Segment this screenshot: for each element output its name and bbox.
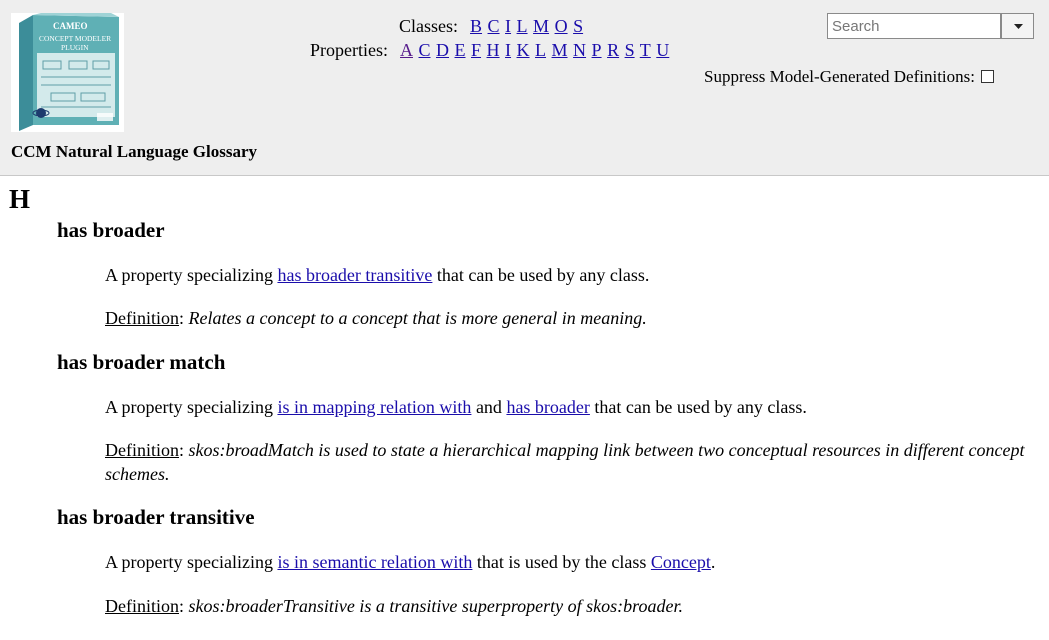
property-letter-d-link[interactable]: D bbox=[436, 40, 450, 60]
property-letter-t-link[interactable]: T bbox=[639, 40, 651, 60]
description-text: that can be used by any class. bbox=[432, 265, 650, 285]
link-concept[interactable]: Concept bbox=[650, 552, 711, 572]
definition-label: Definition bbox=[105, 596, 179, 616]
class-letter-s-link[interactable]: S bbox=[573, 16, 584, 36]
search-input[interactable] bbox=[827, 13, 1001, 39]
suppress-label: Suppress Model-Generated Definitions: bbox=[704, 67, 975, 86]
property-letter-u-link[interactable]: U bbox=[656, 40, 670, 60]
term-description bbox=[105, 263, 1030, 287]
term-definition: Definition: skos:broaderTransitive is a transitive superproperty of skos:broader. bbox=[105, 596, 683, 616]
section-heading: H bbox=[9, 184, 31, 214]
class-letter-c-link[interactable]: C bbox=[487, 16, 500, 36]
property-letter-k-link[interactable]: K bbox=[516, 40, 530, 60]
property-letter-a-link[interactable]: A bbox=[400, 40, 413, 60]
property-letter-p-link[interactable]: P bbox=[591, 40, 602, 60]
svg-text:CONCEPT MODELER: CONCEPT MODELER bbox=[39, 34, 112, 43]
glossary-content bbox=[0, 176, 1049, 640]
properties-label: Properties: bbox=[310, 40, 388, 60]
term-description bbox=[105, 395, 1030, 419]
description-text: and bbox=[471, 397, 507, 417]
property-letter-n-link[interactable]: N bbox=[573, 40, 587, 60]
term-heading: has broader match bbox=[57, 350, 226, 374]
term-definition: Definition: skos:broadMatch is used to state a hierarchical mapping link between two conceptual resources in different concept schemes. bbox=[105, 440, 1025, 484]
property-letter-r-link[interactable]: R bbox=[607, 40, 620, 60]
header bbox=[0, 0, 1049, 176]
link-is-in-semantic-relation-with[interactable]: is in semantic relation with bbox=[277, 552, 473, 572]
definition-text: skos:broaderTransitive is a transitive superproperty of skos:broader. bbox=[188, 596, 683, 616]
property-letter-c-link[interactable]: C bbox=[418, 40, 431, 60]
property-letter-l-link[interactable]: L bbox=[535, 40, 547, 60]
term-definition: Definition: Relates a concept to a concept that is more general in meaning. bbox=[105, 308, 647, 328]
property-letter-h-link[interactable]: H bbox=[486, 40, 500, 60]
term-heading: has broader transitive bbox=[57, 505, 255, 529]
svg-text:PLUGIN: PLUGIN bbox=[61, 43, 89, 52]
description-text: . bbox=[710, 552, 716, 572]
classes-nav bbox=[399, 16, 584, 37]
definition-text: skos:broadMatch is used to state a hierarchical mapping link between two conceptual resources in different concept schemes. bbox=[105, 440, 1025, 484]
suppress-definitions bbox=[704, 67, 994, 87]
class-letter-i-link[interactable]: I bbox=[505, 16, 512, 36]
description-text: that is used by the class bbox=[472, 552, 651, 572]
definition-label: Definition bbox=[105, 440, 179, 460]
suppress-checkbox[interactable] bbox=[981, 70, 994, 83]
term-description bbox=[105, 550, 1030, 574]
svg-text:CAMEO: CAMEO bbox=[53, 21, 88, 31]
definition-text: Relates a concept to a concept that is more general in meaning. bbox=[188, 308, 647, 328]
property-letter-i-link[interactable]: I bbox=[505, 40, 512, 60]
link-has-broader-transitive[interactable]: has broader transitive bbox=[277, 265, 433, 285]
property-letter-m-link[interactable]: M bbox=[551, 40, 568, 60]
class-letter-b-link[interactable]: B bbox=[470, 16, 483, 36]
property-letter-s-link[interactable]: S bbox=[624, 40, 635, 60]
chevron-down-icon bbox=[1014, 24, 1023, 29]
link-is-in-mapping-relation-with[interactable]: is in mapping relation with bbox=[277, 397, 472, 417]
product-box-image bbox=[11, 13, 124, 132]
link-has-broader[interactable]: has broader bbox=[506, 397, 590, 417]
class-letter-m-link[interactable]: M bbox=[533, 16, 550, 36]
properties-nav bbox=[310, 40, 670, 61]
class-letter-o-link[interactable]: O bbox=[554, 16, 568, 36]
search-dropdown-button[interactable] bbox=[1001, 13, 1034, 39]
class-letter-l-link[interactable]: L bbox=[516, 16, 528, 36]
description-text: A property specializing bbox=[105, 265, 278, 285]
term-heading: has broader bbox=[57, 218, 165, 242]
description-text: A property specializing bbox=[105, 397, 278, 417]
product-box-logo bbox=[11, 13, 124, 132]
property-letter-f-link[interactable]: F bbox=[471, 40, 482, 60]
property-letter-e-link[interactable]: E bbox=[454, 40, 466, 60]
definition-label: Definition bbox=[105, 308, 179, 328]
description-text: A property specializing bbox=[105, 552, 278, 572]
classes-label: Classes: bbox=[399, 16, 459, 36]
description-text: that can be used by any class. bbox=[589, 397, 807, 417]
glossary-title: CCM Natural Language Glossary bbox=[11, 142, 258, 161]
